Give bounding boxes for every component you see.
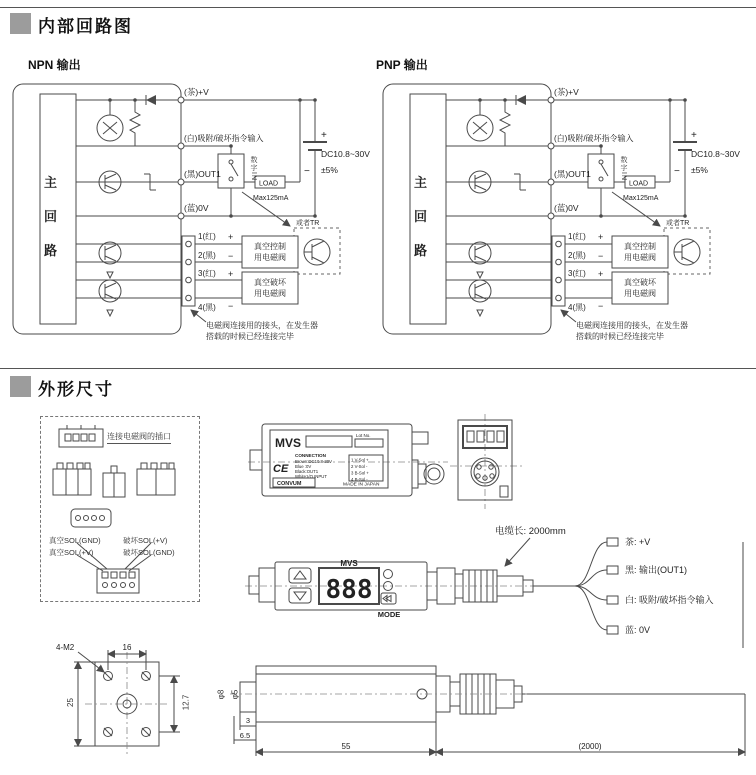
or-tr-label: 或者TR: [296, 220, 320, 227]
dim-65-label: 6.5: [239, 731, 251, 740]
label-model-blank: [306, 436, 352, 447]
down-button[interactable]: [289, 588, 311, 603]
battery-plus: +: [691, 130, 697, 141]
pin4-sign: −: [228, 301, 234, 311]
product-label: [273, 433, 383, 488]
wire-brown-label: 茶: +V: [625, 537, 651, 547]
black-out-label: (黑)OUT1: [184, 169, 221, 179]
pin4-label: 4(黑): [568, 303, 586, 312]
battery-minus: −: [674, 166, 680, 177]
supply-voltage: DC10.8~30V: [321, 149, 370, 159]
valve-break-l1: 真空破坏: [254, 278, 286, 287]
cable-length-label: 电缆长: 2000mm: [495, 526, 566, 537]
pin3-label: 3(红): [198, 269, 216, 278]
circuit-wiring: [383, 84, 710, 334]
pin1-sign: +: [598, 232, 604, 242]
valve-break-l1: 真空破坏: [624, 278, 656, 287]
pin2-sign: −: [598, 251, 604, 261]
pin3-label: 3(红): [568, 269, 586, 278]
note-line2: 搭载的时候已经连接完毕: [576, 332, 664, 341]
valve-control-l2: 用电磁阀: [254, 253, 286, 262]
valve-control-l1: 真空控制: [624, 242, 656, 251]
section2-rule: [0, 368, 756, 369]
dim-dia8-label: φ8: [216, 689, 226, 700]
pin2-label: 2(黑): [568, 251, 586, 260]
pin4-label: 4(黑): [198, 303, 216, 312]
made-in-japan: MADE IN JAPAN: [343, 482, 380, 488]
mvs-side-view: [248, 410, 448, 515]
pin4-sign: −: [598, 301, 604, 311]
supply-voltage: DC10.8~30V: [691, 149, 740, 159]
pin-table-3: 3 B-Sol +: [351, 470, 369, 476]
top-rule: [0, 7, 756, 8]
dim-2000-label: (2000): [578, 742, 602, 751]
blue-0v-label: (蓝)0V: [184, 203, 209, 213]
socket-bottom-connector: [97, 569, 139, 593]
note-line1: 电磁阀连接用的接头，在发生器: [206, 321, 318, 330]
socket-middle-sketches: [53, 463, 175, 497]
pin1-label: 1(红): [568, 232, 586, 241]
label-line3: Black:OUT1: [295, 469, 319, 474]
brown-v-label: (茶)+V: [184, 87, 209, 97]
dim-25-label: 25: [65, 698, 75, 707]
dim-dia5-label: φ5: [230, 689, 240, 700]
mvs-end-view: [450, 414, 525, 509]
dim-55-label: 55: [341, 742, 351, 751]
dim-4m2-label: 4-M2: [56, 643, 75, 652]
or-tr-label: 或者TR: [666, 220, 690, 227]
indicator-1-icon: [384, 570, 393, 579]
label-line2: Blue :0V: [295, 464, 312, 469]
ce-mark: CE: [273, 463, 289, 475]
pin1-sign: +: [228, 232, 234, 242]
circuit-wiring: [13, 84, 340, 334]
section1-title: 内部回路图: [38, 17, 133, 36]
battery-minus: −: [304, 166, 310, 177]
max-current-label: Max125mA: [253, 195, 289, 202]
label-line4: White:I/O INPUT: [295, 474, 327, 479]
sol-v-label: 真空SOL(+V): [49, 548, 94, 557]
main-loop-label: 主回路: [43, 175, 57, 258]
pin3-sign: +: [228, 269, 234, 279]
npn-circuit: [10, 76, 372, 348]
supply-tolerance: ±5%: [321, 165, 338, 175]
brown-v-label: (茶)+V: [554, 87, 579, 97]
note-line1: 电磁阀连接用的接头，在发生器: [576, 321, 688, 330]
sol-gnd-label: 真空SOL(GND): [49, 536, 101, 545]
digital-in-label: 数字IN: [250, 156, 257, 181]
pin-table-1: 1 V-Sol +: [351, 457, 369, 463]
supply-tolerance: ±5%: [691, 165, 708, 175]
digital-in-label: 数字IN: [620, 156, 627, 181]
white-in-label: (白)吸附/破坏指令输入: [554, 134, 634, 143]
section2-title: 外形尺寸: [38, 380, 114, 399]
socket-top-connector: [59, 425, 103, 447]
pin3-sign: +: [598, 269, 604, 279]
mode-label: MODE: [377, 610, 401, 619]
pin1-label: 1(红): [198, 232, 216, 241]
battery-plus: +: [321, 130, 327, 141]
valve-control-l1: 真空控制: [254, 242, 286, 251]
section1-marker-square: [10, 13, 31, 34]
dim-127-label: 12.7: [181, 694, 191, 711]
label-model: MVS: [275, 436, 302, 450]
pin-table-2: 2 V-Sol -: [351, 464, 368, 469]
wire-white-label: 白: 吸附/破坏指令输入: [625, 595, 714, 605]
pin-table-4: 4 B-Sol -: [351, 477, 368, 482]
break-gnd-label: 破坏SOL(GND): [123, 548, 175, 557]
socket-sketches: [41, 417, 197, 599]
wire-black-label: 黑: 输出(OUT1): [625, 565, 687, 575]
up-button[interactable]: [289, 568, 311, 583]
load-label: LOAD: [259, 180, 279, 188]
dim-16-label: 16: [122, 643, 132, 652]
white-in-label: (白)吸附/破坏指令输入: [184, 134, 264, 143]
section2-marker-square: [10, 376, 31, 397]
dimension-drawings: [50, 630, 756, 770]
load-label: LOAD: [629, 180, 649, 188]
wire-fan: [575, 538, 618, 634]
front-view-row: [245, 518, 756, 648]
cable-length-leader: [505, 538, 530, 566]
seven-segment-digits: 888: [325, 575, 373, 605]
blue-0v-label: (蓝)0V: [554, 203, 579, 213]
valve-control-l2: 用电磁阀: [624, 253, 656, 262]
socket-pin-connector: [71, 509, 111, 527]
valve-break-l2: 用电磁阀: [624, 289, 656, 298]
socket-note: 连接电磁阀的插口: [107, 431, 171, 444]
dim-3-label: 3: [245, 716, 251, 725]
solenoid-socket-panel: [40, 416, 200, 602]
npn-output-label: NPN 输出: [28, 58, 81, 72]
brand-logo: CONVUM: [277, 481, 302, 487]
note-line2: 搭载的时候已经连接完毕: [206, 332, 294, 341]
valve-break-l2: 用电磁阀: [254, 289, 286, 298]
pnp-circuit: [380, 76, 742, 348]
max-current-label: Max125mA: [623, 195, 659, 202]
pnp-circuit-drawing: [380, 76, 742, 348]
pnp-output-label: PNP 输出: [376, 58, 428, 72]
label-lot-blank: [355, 439, 383, 447]
label-connection: CONNECTION: [295, 453, 326, 458]
mode-button[interactable]: [381, 593, 396, 604]
display-model-label: MVS: [340, 559, 358, 568]
side-body-view: [230, 666, 745, 756]
pin2-label: 2(黑): [198, 251, 216, 260]
label-line1: Brown:DC10.8-30V: [295, 459, 333, 464]
label-lot: Lot No.: [356, 433, 371, 438]
black-out-label: (黑)OUT1: [554, 169, 591, 179]
npn-circuit-drawing: [10, 76, 372, 348]
wire-blue-label: 蓝: 0V: [625, 625, 651, 635]
break-v-label: 破坏SOL(+V): [123, 536, 168, 545]
main-loop-label: 主回路: [413, 175, 427, 258]
pin2-sign: −: [228, 251, 234, 261]
